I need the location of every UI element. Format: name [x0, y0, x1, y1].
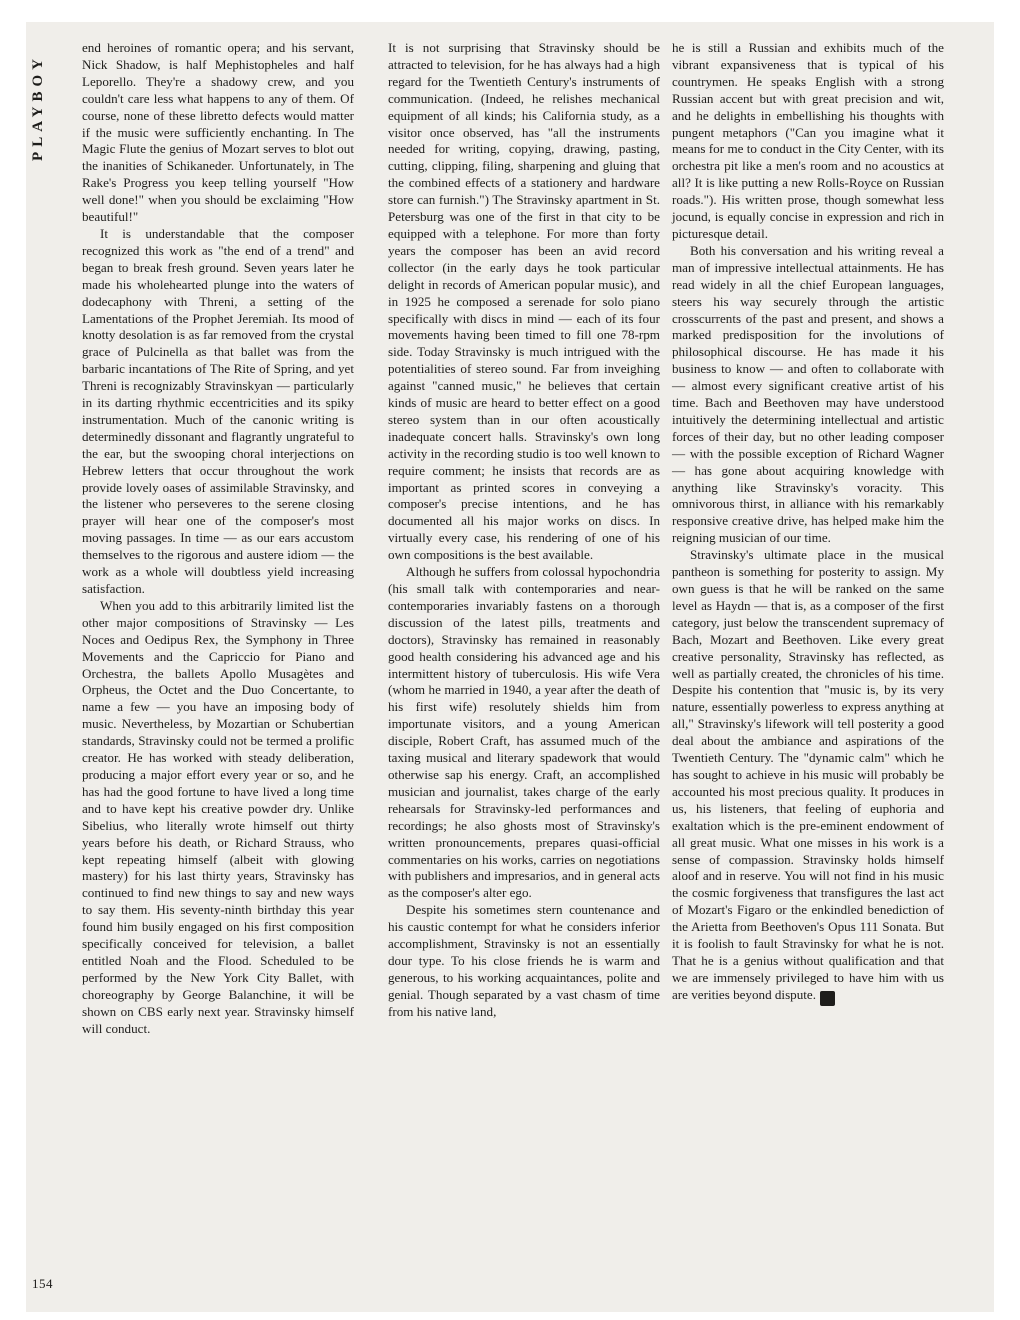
article-paragraph: It is understandable that the composer recognized this work as "the end of a trend" and began to break fresh ground. Seven years later he made his wholehearted plunge into the waters of dodecaphony with Threni, a setting of the Lamentations of the Prophet Jeremiah. Its mood of knotty desolation is as far removed from the crystal grace of Pulcinella as that ballet was from the barbaric incantations of The Rite of Spring, and yet Threni is recognizably Stravinskyan — particularly in its darting rhythmic eccentricities and its spiky instrumentation. Much of the canonic writing is determinedly dissonant and flagrantly ungrateful to the ear, but the swooping choral interjections on Hebrew letters that occur throughout the work provide lovely oases of assimilable Stravinsky, and the listener who perseveres to the serene closing prayer will hear one of the composer's most moving passages. In time — as our ears accustom themselves to the rigorous and austere idiom — the work as a whole will doubtless yield increasing satisfaction. — [82, 225, 354, 596]
article-paragraph: Although he suffers from colossal hypochondria (his small talk with contemporaries and near-contemporaries invariably fastens on a thorough discussion of the latest pills, treatments and doctors), Stravinsky has remained in reasonably good health considering his advanced age and his intermittent history of tuberculosis. His wife Vera (whom he married in 1940, a year after the death of his first wife) resolutely shields him from importunate visitors, and a young American disciple, Robert Craft, has assumed much of the taxing musical and literary spadework that would otherwise sap his energy. Craft, an accomplished musician and journalist, takes charge of the early rehearsals for Stravinsky-led performances and recordings; he also ghosts most of Stravinsky's written pronouncements, prepares quasi-official commentaries on his works, carries on negotiations with publishers and impresarios, and in general acts as the composer's alter ego. — [388, 564, 660, 901]
article-paragraph: Despite his sometimes stern countenance and his caustic contempt for what he considers inferior accomplishment, Stravinsky is not an essentially dour type. To his close friends he is warm and generous, to his working acquaintances, polite and genial. Though separated by a vast chasm of time from his native land, — [388, 902, 660, 1019]
text-column-1 — [82, 40, 354, 1037]
article-paragraph: It is not surprising that Stravinsky should be attracted to television, for he has always had a high regard for the Twentieth Century's instruments of communication. (Indeed, he relishes mechanical equipment of all kinds; his California study, as a visitor once observed, has "all the instruments needed for writing, copying, drawing, pasting, cutting, clipping, filing, sharpening and gluing that the combined effects of a stationery and hardware store can furnish.") The Stravinsky apartment in St. Petersburg was one of the first in that city to be equipped with a telephone. For more than forty years the composer has been an avid record collector (in the early days he took particular delight in records of American popular music), and in 1925 he composed a serenade for solo piano specifically with discs in mind — each of its four movements having been timed to fill one 78-rpm side. Today Stravinsky is much intrigued with the potentialities of stereo sound. Far from inveighing against "canned music," he believes that certain kinds of music are heard to better effect on a good stereo system than in our often acoustically inadequate concert halls. Stravinsky's own long activity in the recording studio is too well known to require comment; he insists that records are as important as printed scores in conveying a composer's precise intentions, and he has documented all his major works on discs. In virtually every case, his rendering of one of his own compositions is the best available. — [388, 40, 660, 563]
article-paragraph: When you add to this arbitrarily limited list the other major compositions of Stravinsky — Les Noces and Oedipus Rex, the Symphony in Three Movements and the Capriccio for Piano and Orchestra, the ballets Apollo Musagètes and Orpheus, the Octet and the Duo Concertante, to name a few — you have an imposing body of music. Nevertheless, by Mozartian or Schubertian standards, Stravinsky could not be termed a prolific creator. He has worked with steady deliberation, producing a major effort every year or so, and he has had the good fortune to have lived a long time and to have kept his creative powder dry. Unlike Sibelius, who literally wrote himself out thirty years before his death, or Richard Strauss, who kept repeating himself (albeit with glowing mastery) for his last thirty years, Stravinsky has continued to find new things to say and new ways to say them. His seventy-ninth birthday this year found him busily engaged on his first composition specifically conceived for television, a ballet entitled Noah and the Flood. Scheduled to be performed by the New York City Ballet, with choreography by George Balanchine, it will be shown on CBS early next year. Stravinsky himself will conduct. — [82, 597, 354, 1036]
article-paragraph: end heroines of romantic opera; and his servant, Nick Shadow, is half Mephistopheles and half Leporello. They're a shadowy crew, and you couldn't care less what happens to any of them. Of course, none of these libretto defects would matter if the music were sufficiently enchanting. In The Magic Flute the genius of Mozart serves to blot out the inanities of Schikaneder. Unfortunately, in The Rake's Progress you keep telling yourself "How well done!" when you should be exclaiming "How beautiful!" — [82, 40, 354, 225]
page-number: 154 — [32, 1276, 53, 1291]
magazine-name: PLAYBOY — [30, 54, 46, 161]
text-column-3 — [672, 40, 944, 1006]
text-column-2 — [388, 40, 660, 1021]
article-paragraph: Stravinsky's ultimate place in the musical pantheon is something for posterity to assign. My own guess is that he will be ranked on the same level as Haydn — that is, as a composer of the first category, just below the transcendent supremacy of Bach, Mozart and Beethoven. Like every great creative personality, Stravinsky has reflected, as well as partially created, the chronicles of his time. Despite his contention that "music is, by its very nature, essentially powerless to express anything at all," Stravinsky's lifework will tell posterity a good deal about the ambiance and aspirations of the Twentieth Century. The "dynamic calm" which he has sought to achieve in his music will probably be accounted his most precious quality. It produces in us, his listeners, that feeling of euphoria and exaltation which is the pre-eminent endowment of all great music. What one misses in his work is a sense of compassion. Stravinsky holds himself aloof and in reserve. You will not find in his music the cosmic forgiveness that transfigures the last act of Mozart's Figaro or the enkindled benediction of the Arietta from Beethoven's Opus 111 Sonata. But it is foolish to fault Stravinsky for what he is not. That he is a genius without qualification and that we are immensely privileged to have him with us are verities beyond dispute. ♦ — [672, 547, 944, 1004]
article-paragraph: Both his conversation and his writing reveal a man of impressive intellectual attainments. He has read widely in all the chief European languages, steers his way securely through the artistic crosscurrents of the past and present, and shows a marked predisposition for the involutions of philosophical discourse. He has made it his business to know — and often to collaborate with — almost every significant creative artist of his time. Bach and Beethoven may have understood intuitively the determining intellectual and artistic forces of their day, but no other leading composer — with the possible exception of Richard Wagner — has gone about acquiring knowledge with anything like Stravinsky's voracity. This omnivorous thirst, in alliance with his remarkably responsive creative drive, has helped make him the reigning musician of our time. — [672, 242, 944, 546]
rabbit-head-icon: ♦ — [820, 991, 835, 1006]
magazine-page — [26, 22, 994, 1312]
article-paragraph: he is still a Russian and exhibits much of the vibrant expansiveness that is typical of his countrymen. He speaks English with a strong Russian accent but with great precision and wit, and he delights in embellishing his thoughts with pungent metaphors ("Can you imagine what it means for me to conduct in the City Center, with its orchestra pit like a men's room and no acoustics at all? It is like putting a new Rolls-Royce on Russian roads."). His written prose, though somewhat less jocund, is equally concise in expression and rich in picturesque detail. — [672, 40, 944, 241]
